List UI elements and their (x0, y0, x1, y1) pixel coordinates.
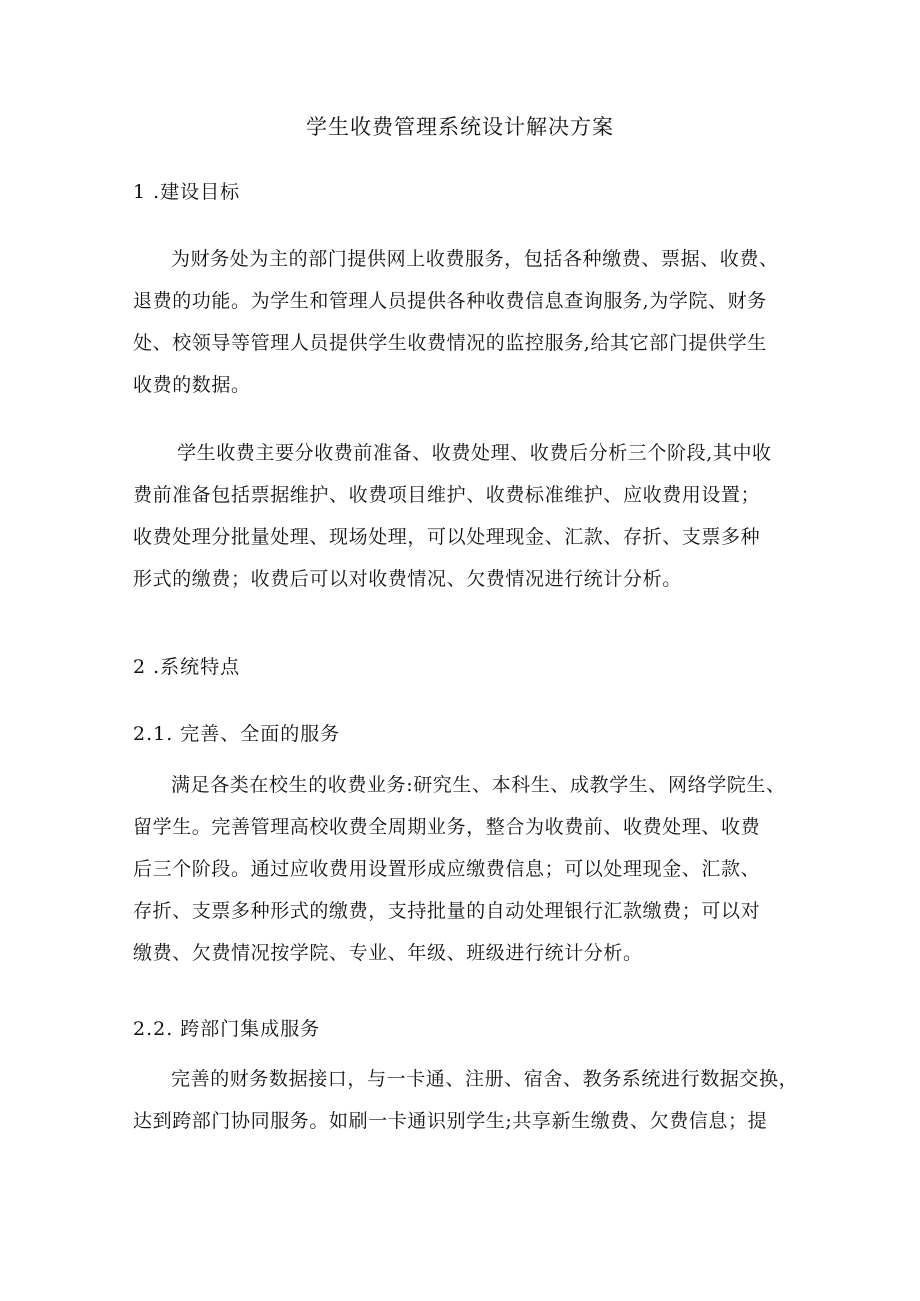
paragraph-goals-stages (133, 432, 793, 600)
paragraph-line: 为财务处为主的部门提供网上收费服务，包括各种缴费、票据、收费、 (171, 248, 779, 270)
paragraph-line: 达到跨部门协同服务。如刷一卡通识别学生;共享新生缴费、欠费信息；提 (133, 1110, 768, 1132)
paragraph-services (133, 764, 793, 974)
paragraph-line: 完善的财务数据接口，与一卡通、注册、宿舍、教务系统进行数据交换， (171, 1068, 799, 1090)
paragraph-line: 后三个阶段。通过应收费用设置形成应缴费信息；可以处理现金、汇款、 (133, 858, 761, 880)
document-title: 学生收费管理系统设计解决方案 (306, 115, 614, 139)
paragraph-integration (133, 1058, 799, 1142)
paragraph-line: 处、校领导等管理人员提供学生收费情况的监控服务,给其它部门提供学生 (133, 332, 767, 354)
section-heading-features: 2 .系统特点 (133, 656, 241, 678)
paragraph-line: 存折、支票多种形式的缴费，支持批量的自动处理银行汇款缴费；可以对 (133, 900, 761, 922)
paragraph-line: 缴费、欠费情况按学院、专业、年级、班级进行统计分析。 (133, 942, 643, 964)
paragraph-line: 退费的功能。为学生和管理人员提供各种收费信息查询服务,为学院、财务 (133, 290, 767, 312)
paragraph-line: 留学生。完善管理高校收费全周期业务，整合为收费前、收费处理、收费 (133, 816, 761, 838)
paragraph-line: 学生收费主要分收费前准备、收费处理、收费后分析三个阶段,其中收 (177, 442, 772, 464)
paragraph-line: 形式的缴费；收费后可以对收费情况、欠费情况进行统计分析。 (133, 568, 682, 590)
paragraph-line: 费前准备包括票据维护、收费项目维护、收费标准维护、应收费用设置； (133, 484, 761, 506)
paragraph-goals-services (133, 238, 793, 406)
subsection-heading-services: 2.1. 完善、全面的服务 (133, 723, 341, 745)
paragraph-line: 收费的数据。 (133, 374, 251, 396)
section-heading-goals: 1 .建设目标 (133, 181, 241, 203)
paragraph-line: 满足各类在校生的收费业务:研究生、本科生、成教学生、网络学院生、 (171, 774, 786, 796)
subsection-heading-integration: 2.2. 跨部门集成服务 (133, 1018, 321, 1040)
paragraph-line: 收费处理分批量处理、现场处理，可以处理现金、汇款、存折、支票多种 (133, 526, 761, 548)
